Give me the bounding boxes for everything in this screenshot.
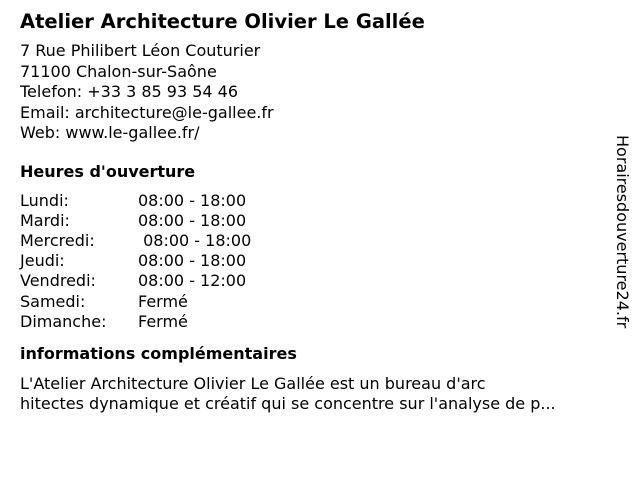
hours-value: 08:00 - 18:00 bbox=[138, 230, 252, 250]
hours-row-saturday bbox=[20, 292, 605, 312]
web-line: Web: www.le-gallee.fr/ bbox=[20, 123, 200, 142]
hours-row-thursday bbox=[20, 251, 605, 271]
hours-day: Samedi: bbox=[20, 291, 86, 311]
hours-value: Fermé bbox=[138, 291, 188, 311]
hours-day: Vendredi: bbox=[20, 271, 96, 291]
hours-day: Mercredi: bbox=[20, 230, 95, 250]
hours-row-wednesday bbox=[20, 231, 605, 251]
hours-row-monday bbox=[20, 191, 605, 211]
opening-hours-table bbox=[20, 191, 605, 332]
hours-value: Fermé bbox=[138, 311, 188, 331]
phone-line: Telefon: +33 3 85 93 54 46 bbox=[20, 82, 239, 101]
hours-day: Jeudi: bbox=[20, 251, 65, 271]
hours-row-friday bbox=[20, 271, 605, 291]
hours-day: Mardi: bbox=[20, 210, 70, 230]
site-watermark: Horairesdouverture24.fr bbox=[613, 135, 632, 329]
hours-row-tuesday bbox=[20, 211, 605, 231]
hours-row-sunday bbox=[20, 312, 605, 332]
hours-value: 08:00 - 12:00 bbox=[138, 271, 247, 291]
address-line-2: 71100 Chalon-sur-Saône bbox=[20, 61, 217, 81]
business-description: L'Atelier Architecture Olivier Le Gallée est un bureau d'arc hitectes dynamique et créatif qui se concentre sur l'analyse de p... bbox=[20, 373, 556, 414]
address-line-1: 7 Rue Philibert Léon Couturier bbox=[20, 41, 261, 60]
email-line: Email: architecture@le-gallee.fr bbox=[20, 102, 274, 122]
hours-value: 08:00 - 18:00 bbox=[138, 190, 247, 210]
additional-info-heading: informations complémentaires bbox=[20, 343, 297, 363]
opening-hours-heading: Heures d'ouverture bbox=[20, 161, 196, 181]
hours-value: 08:00 - 18:00 bbox=[138, 210, 247, 230]
hours-day: Dimanche: bbox=[20, 311, 107, 331]
hours-value: 08:00 - 18:00 bbox=[138, 251, 247, 271]
business-name: Atelier Architecture Olivier Le Gallée bbox=[20, 10, 425, 33]
business-card bbox=[20, 9, 605, 415]
hours-day: Lundi: bbox=[20, 190, 69, 210]
